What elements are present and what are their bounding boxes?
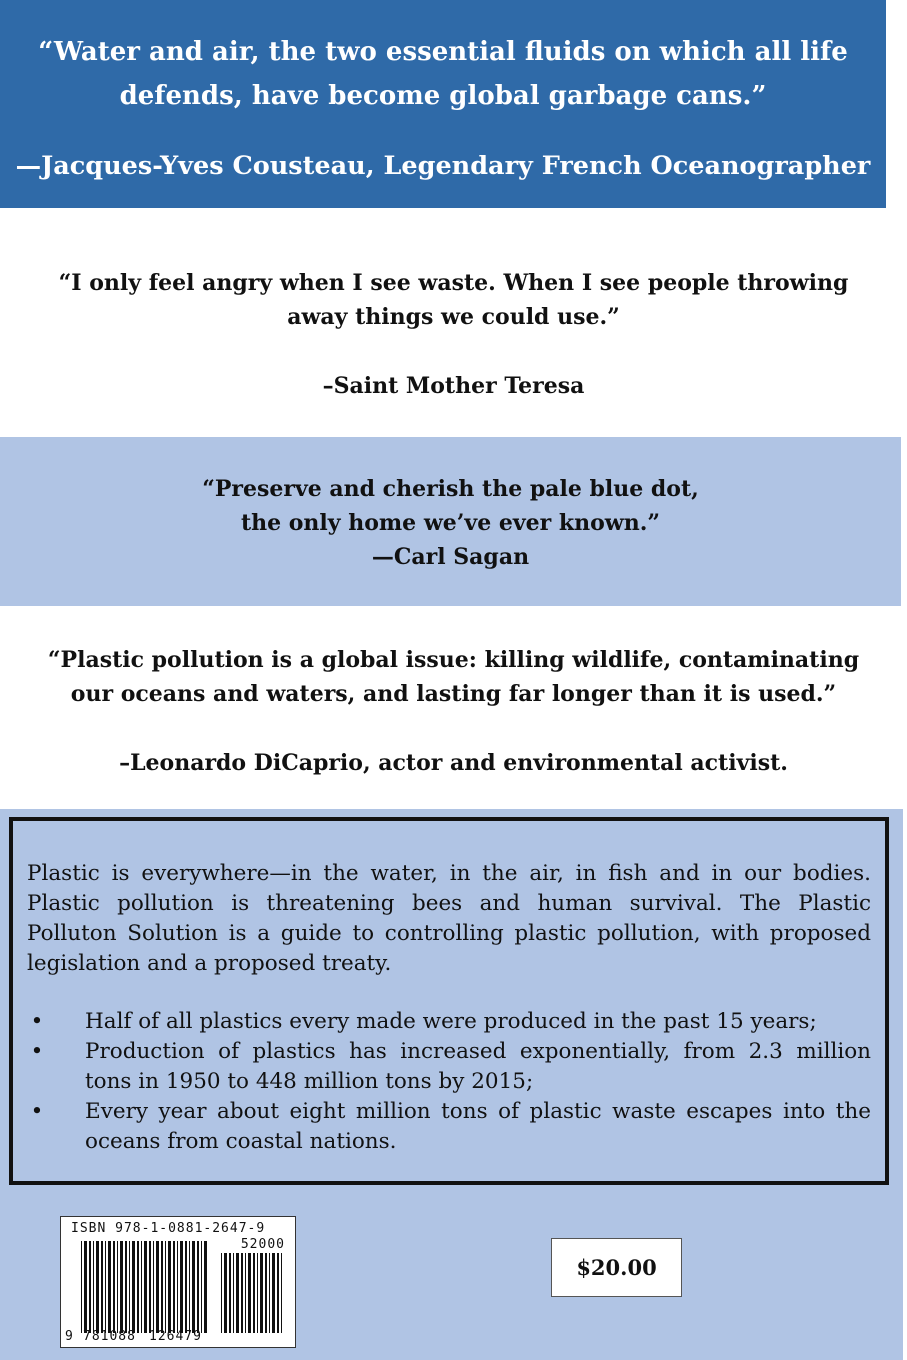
list-item-text: Half of all plastics every made were produced in the past 15 years; [85,1009,817,1034]
barcode-bar [96,1241,99,1333]
barcode-bar [113,1241,115,1333]
barcode-bar [233,1253,234,1333]
barcode-bar [180,1241,183,1333]
dicaprio-quote-band [0,606,907,809]
barcode-bar [189,1241,190,1333]
barcode-bar [144,1241,147,1333]
barcode-digits-left: 781088 [83,1329,136,1344]
bullet-icon: • [30,1039,44,1064]
barcode-bar [137,1241,139,1333]
cousteau-quote [0,30,886,118]
barcode-bar [168,1241,171,1333]
barcode-bar [108,1241,111,1333]
quote-line: away things we could use.” [287,304,620,330]
barcode-bar [156,1241,159,1333]
barcode-bar [132,1241,135,1333]
barcode-bar [149,1241,151,1333]
quote-line: “I only feel angry when I see waste. When I see people throwing [58,270,849,296]
quote-line: defends, have become global garbage cans.” [119,81,767,111]
barcode-bar [117,1241,118,1333]
dicaprio-attribution: –Leonardo DiCaprio, actor and environmental activist. [119,750,788,776]
quote-line: our oceans and waters, and lasting far longer than it is used.” [70,681,837,707]
barcode-bar [81,1241,82,1333]
cousteau-quote-band [0,0,886,208]
facts-list [27,1007,871,1157]
barcode-bar [101,1241,103,1333]
barcode-bar [277,1253,279,1333]
barcode-bar [120,1241,123,1333]
barcode-bar [245,1253,246,1333]
barcode-lead-digit: 9 [65,1329,73,1344]
barcode-bar [141,1241,142,1333]
price-tag: $20.00 [551,1238,682,1297]
quote-line: “Plastic pollution is a global issue: killing wildlife, contaminating [47,647,860,673]
barcode-bar [197,1241,199,1333]
sagan-quote [0,472,901,574]
list-item [27,1097,871,1157]
barcode-bar [241,1253,243,1333]
list-item [27,1037,871,1097]
sagan-quote-band [0,437,901,606]
barcode-bar [125,1241,127,1333]
barcode-bar [192,1241,195,1333]
barcode-bar [224,1253,227,1333]
list-item-text: Production of plastics has increased exponentially, from 2.3 million tons in 1950 to 448 million tons by 2015; [85,1039,871,1094]
barcode-bar [201,1241,202,1333]
quote-line: “Preserve and cherish the pale blue dot, [202,476,699,502]
teresa-quote-band [0,208,907,437]
price-code-text: 52000 [240,1237,285,1252]
barcode-bar [257,1253,258,1333]
barcode-bar [89,1241,91,1333]
barcode-bar [93,1241,94,1333]
sagan-attribution: —Carl Sagan [371,544,530,570]
barcode-bar [204,1241,207,1333]
quote-line: the only home we’ve ever known.” [240,510,661,536]
barcode-bar [129,1241,130,1333]
isbn-text: ISBN 978-1-0881-2647-9 [71,1221,266,1236]
teresa-quote [0,266,907,334]
barcode-bar [165,1241,166,1333]
barcode-bar [265,1253,267,1333]
bullet-icon: • [30,1009,44,1034]
description-box [9,817,889,1185]
barcode-bar [173,1241,175,1333]
barcode-bar [161,1241,163,1333]
barcode-bar [105,1241,106,1333]
cousteau-attribution: —Jacques-Yves Cousteau, Legendary French Oceanographer [15,151,871,181]
barcode-bar [185,1241,187,1333]
teresa-attribution: –Saint Mother Teresa [322,373,585,399]
dicaprio-quote [0,643,907,711]
barcode-bars-addon [221,1253,287,1333]
barcode-bar [177,1241,178,1333]
list-item [27,1007,871,1037]
barcode-bars-main [81,1241,211,1333]
barcode-bar [84,1241,87,1333]
isbn-barcode [60,1216,296,1348]
barcode-bar [272,1253,275,1333]
description-paragraph: Plastic is everywhere—in the water, in the air, in fish and in our bodies. Plastic pollution is threatening bees and human survival. The Plastic Polluton Solution is a guide to controlling plastic pollution, with proposed legislation and a proposed treaty. [27,861,871,976]
quote-line: “Water and air, the two essential fluids on which all life [38,37,848,67]
barcode-bar [153,1241,154,1333]
barcode-bar [269,1253,270,1333]
barcode-bar [260,1253,263,1333]
list-item-text: Every year about eight million tons of plastic waste escapes into the oceans from coastal nations. [85,1099,871,1154]
barcode-bar [253,1253,255,1333]
back-cover-bottom [0,809,903,1360]
bullet-icon: • [30,1099,44,1124]
barcode-bar [229,1253,231,1333]
barcode-digits-right: 126479 [149,1329,202,1344]
barcode-bar [236,1253,239,1333]
barcode-bar [248,1253,251,1333]
barcode-bar [221,1253,222,1333]
barcode-bar [281,1253,282,1333]
